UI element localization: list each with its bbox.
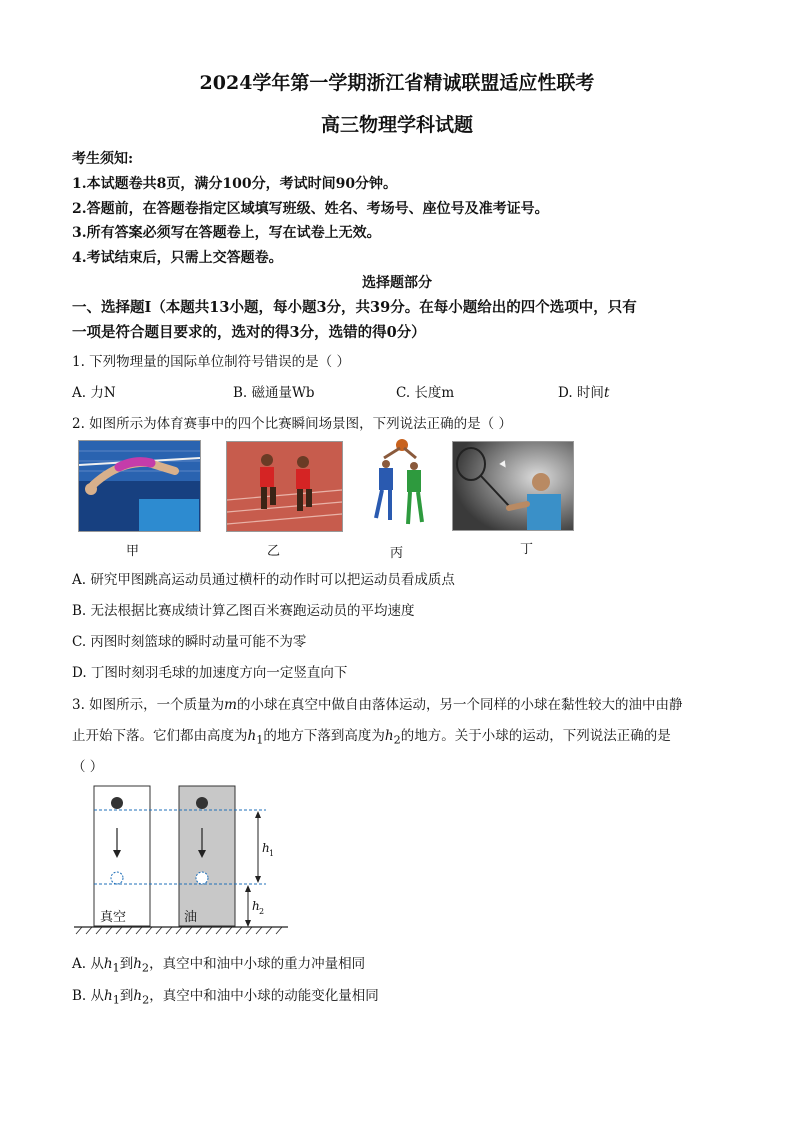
- q3-stem-line1: [72, 693, 682, 713]
- high-jump-photo: [78, 440, 201, 532]
- q1-option-b: B. 磁通量Wb: [233, 385, 315, 401]
- q1-option-d-symbol: t: [603, 385, 610, 401]
- note-item-1: 1.本试题卷共8页，满分100分，考试时间90分钟。: [72, 176, 398, 192]
- q1-stem: 1. 下列物理量的国际单位制符号错误的是（ ）: [72, 354, 350, 370]
- section-intro-line2: 一项是符合题目要求的，选对的得3分，选错的得0分）: [72, 324, 426, 341]
- oil-tube: [179, 786, 235, 926]
- q3-option-b: [72, 984, 379, 1007]
- q3-h1-symbol: h: [247, 728, 257, 744]
- note-item-3: 3.所有答案必须写在答题卷上，写在试卷上无效。: [72, 225, 381, 241]
- q3-line2-b: 的地方下落到高度为: [263, 728, 385, 744]
- q1-option-c: C. 长度m: [396, 385, 455, 401]
- oil-label: 油: [184, 910, 198, 925]
- q3-line2-a: 止开始下落。它们都由高度为: [72, 728, 248, 744]
- q3-option-b-h1-sub: 1: [112, 993, 120, 1007]
- vacuum-ball-start: [111, 797, 123, 809]
- q2-option-a: A. 研究甲图跳高运动员通过横杆的动作时可以把运动员看成质点: [72, 572, 455, 588]
- falling-ball-diagram: [70, 780, 290, 940]
- q3-stem-line3: （ ）: [72, 759, 104, 775]
- q3-stem-b: 的小球在真空中做自由落体运动，另一个同样的小球在黏性较大的油中由静: [236, 697, 683, 713]
- q3-h2-symbol: h: [384, 728, 394, 744]
- image-label-yi: 乙: [267, 544, 281, 559]
- q3-option-a: [72, 952, 365, 975]
- image-label-ding: 丁: [520, 542, 534, 557]
- section-intro-line1: 一、选择题Ⅰ（本题共13小题，每小题3分，共39分。在每小题给出的四个选项中，只有: [72, 299, 637, 316]
- q3-option-b-h2: h: [133, 988, 143, 1004]
- section-heading: 选择题部分: [362, 275, 432, 291]
- h2-label: h: [252, 899, 260, 913]
- image-label-bing: 丙: [390, 546, 404, 561]
- oil-ball-start: [196, 797, 208, 809]
- q1-option-d: [558, 381, 609, 401]
- exam-title: 2024学年第一学期浙江省精诚联盟适应性联考: [199, 72, 595, 94]
- q3-line2-c: 的地方。关于小球的运动，下列说法正确的是: [400, 728, 671, 744]
- q3-option-a-h1-sub: 1: [112, 961, 120, 975]
- q3-option-a-h2-sub: 2: [141, 961, 150, 975]
- q3-option-b-h2-sub: 2: [142, 993, 150, 1007]
- sprint-photo: [226, 441, 343, 532]
- q2-stem: 2. 如图所示为体育赛事中的四个比赛瞬间场景图，下列说法正确的是（ ）: [72, 416, 512, 432]
- notes-heading: 考生须知:: [72, 151, 134, 167]
- q3-stem-a: 3. 如图所示，一个质量为: [72, 697, 225, 713]
- vacuum-label: 真空: [100, 910, 127, 925]
- q1-option-d-text: D. 时间: [558, 385, 604, 401]
- note-item-2: 2.答题前，在答题卷指定区域填写班级、姓名、考场号、座位号及准考证号。: [72, 201, 549, 217]
- q3-option-a-post: ，真空中和油中小球的重力冲量相同: [149, 956, 366, 972]
- q3-stem-line2: [72, 724, 671, 747]
- badminton-photo: [452, 441, 574, 531]
- note-item-4: 4.考试结束后，只需上交答题卷。: [72, 250, 283, 266]
- q1-option-a: A. 力N: [72, 385, 116, 401]
- q2-option-c: C. 丙图时刻篮球的瞬时动量可能不为零: [72, 634, 307, 650]
- h1-label: h: [262, 841, 270, 855]
- q3-option-b-post: ，真空中和油中小球的动能变化量相同: [149, 988, 379, 1004]
- q3-option-a-h2: h: [133, 956, 142, 972]
- basketball-photo: [363, 437, 437, 535]
- vacuum-tube: [94, 786, 150, 926]
- h1-sub-label: 1: [269, 849, 275, 858]
- q3-h1-sub: 1: [256, 733, 264, 747]
- q2-option-d: D. 丁图时刻羽毛球的加速度方向一定竖直向下: [72, 665, 348, 681]
- q2-option-b: B. 无法根据比赛成绩计算乙图百米赛跑运动员的平均速度: [72, 603, 415, 619]
- image-label-jia: 甲: [126, 544, 140, 559]
- q3-option-a-h1: h: [103, 956, 113, 972]
- q3-option-b-pre: B. 从: [72, 988, 105, 1004]
- q3-option-b-h1: h: [104, 988, 113, 1004]
- q3-mass-symbol: m: [224, 697, 237, 713]
- q3-option-b-mid: 到: [119, 988, 134, 1004]
- h2-sub-label: 2: [259, 907, 265, 916]
- q3-h2-sub: 2: [393, 733, 401, 747]
- exam-subtitle: 高三物理学科试题: [320, 114, 473, 136]
- q3-option-a-mid: 到: [119, 956, 134, 972]
- q3-option-a-pre: A. 从: [72, 956, 104, 972]
